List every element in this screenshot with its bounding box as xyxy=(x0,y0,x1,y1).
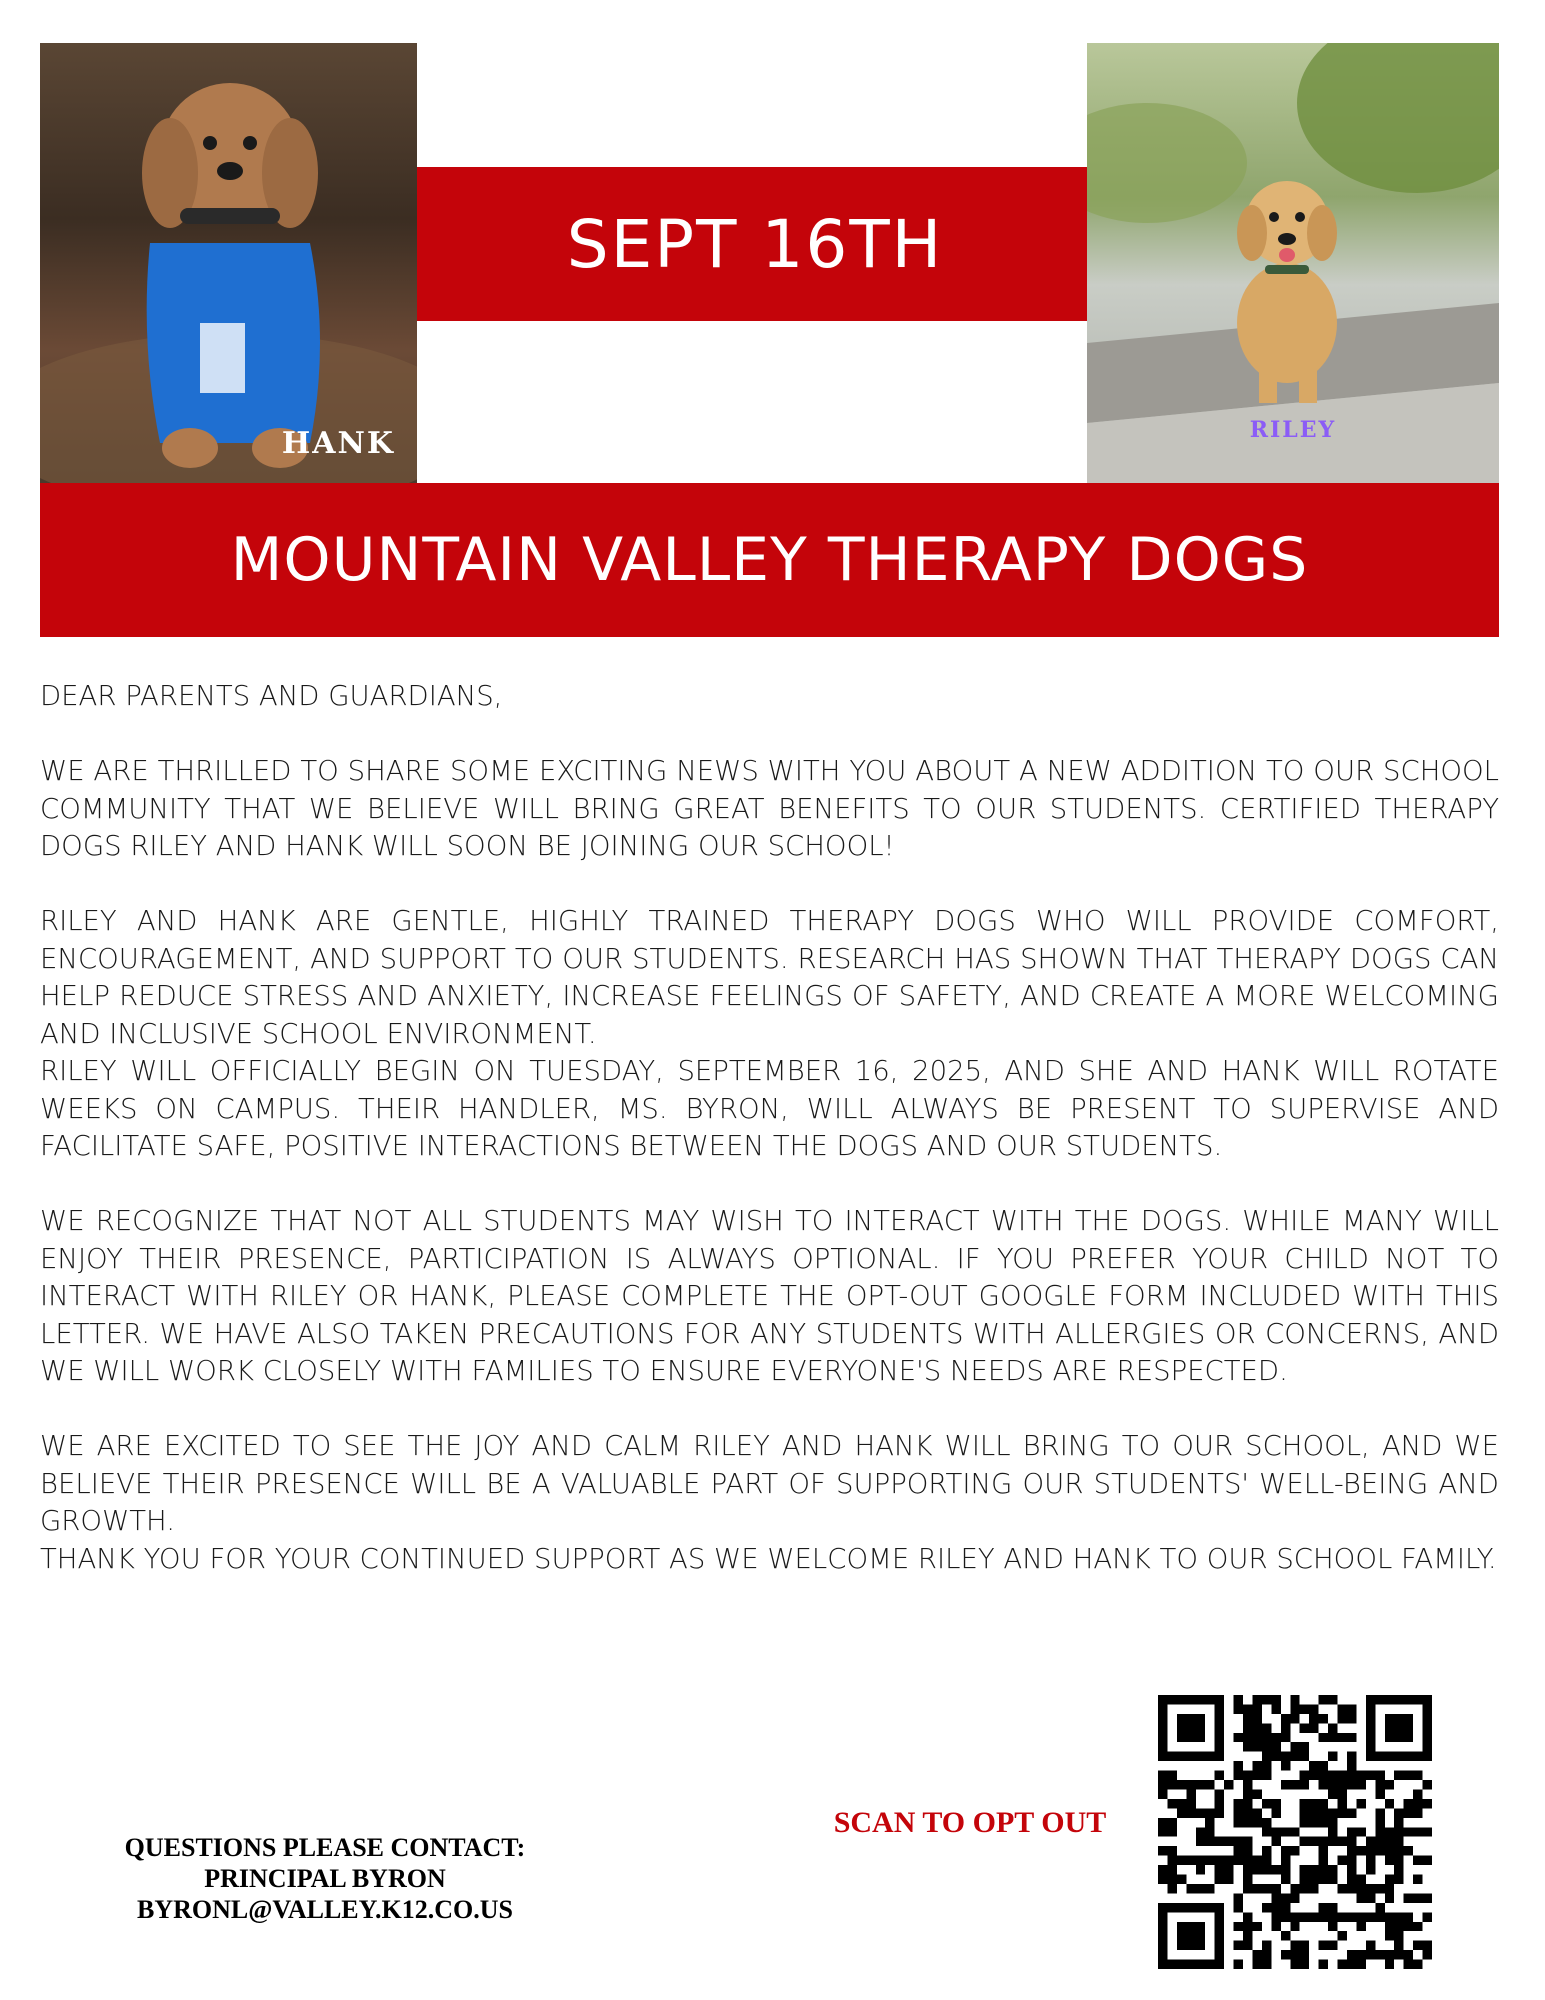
letter-paragraph-1: WE ARE THRILLED TO SHARE SOME EXCITING NEWS WITH YOU ABOUT A NEW ADDITION TO OUR SCHOOL COMMUNITY THAT WE BELIEVE WILL BRING GREAT BENEFITS TO OUR STUDENTS. CERTIFIED THERAPY DOGS RILEY AND HANK WILL SOON BE JOINING OUR SCHOOL! xyxy=(40,755,1499,862)
scan-to-opt-out-label: SCAN TO OPT OUT xyxy=(833,1806,1107,1839)
qr-finder-top-right xyxy=(1366,1695,1432,1761)
contact-email[interactable]: BYRONL@VALLEY.K12.CO.US xyxy=(137,1895,513,1924)
contact-block xyxy=(60,1832,590,1925)
event-date: SEPT 16TH xyxy=(566,205,944,283)
salutation: DEAR PARENTS AND GUARDIANS, xyxy=(40,680,503,712)
contact-heading: QUESTIONS PLEASE CONTACT: xyxy=(124,1833,526,1862)
title-banner xyxy=(40,483,1499,637)
hank-photo xyxy=(40,43,417,483)
contact-name: PRINCIPAL BYRON xyxy=(204,1864,446,1893)
letter-paragraph-4: WE RECOGNIZE THAT NOT ALL STUDENTS MAY WISH TO INTERACT WITH THE DOGS. WHILE MANY WILL ENJOY THEIR PRESENCE, PARTICIPATION IS ALWAYS OPTIONAL. IF YOU PREFER YOUR CHILD NOT TO INTERACT WITH RILEY OR HANK, PLEASE COMPLETE THE OPT-OUT GOOGLE FORM INCLUDED WITH THIS LETTER. WE HAVE ALSO TAKEN PRECAUTIONS FOR ANY STUDENTS WITH ALLERGIES OR CONCERNS, AND WE WILL WORK CLOSELY WITH FAMILIES TO ENSURE EVERYONE'S NEEDS ARE RESPECTED. xyxy=(40,1205,1499,1387)
qr-finder-top-left xyxy=(1158,1695,1224,1761)
page-title: MOUNTAIN VALLEY THERAPY DOGS xyxy=(230,525,1309,595)
letter-paragraph-3: RILEY WILL OFFICIALLY BEGIN ON TUESDAY, SEPTEMBER 16, 2025, AND SHE AND HANK WILL ROTATE WEEKS ON CAMPUS. THEIR HANDLER, MS. BYRON, WILL ALWAYS BE PRESENT TO SUPERVISE AND FACILITATE SAFE, POSITIVE INTERACTIONS BETWEEN THE DOGS AND OUR STUDENTS. xyxy=(40,1055,1499,1162)
letter-paragraph-5: WE ARE EXCITED TO SEE THE JOY AND CALM RILEY AND HANK WILL BRING TO OUR SCHOOL, AND WE BELIEVE THEIR PRESENCE WILL BE A VALUABLE PART OF SUPPORTING OUR STUDENTS' WELL-BEING AND GROWTH. xyxy=(40,1430,1499,1537)
riley-photo xyxy=(1087,43,1499,483)
date-banner xyxy=(417,167,1093,321)
qr-code-icon[interactable] xyxy=(1158,1695,1432,1969)
qr-finder-bottom-left xyxy=(1158,1903,1224,1969)
letter-body xyxy=(40,678,1499,1578)
hank-caption: HANK xyxy=(281,426,395,461)
letter-paragraph-6: THANK YOU FOR YOUR CONTINUED SUPPORT AS WE WELCOME RILEY AND HANK TO OUR SCHOOL FAMILY. xyxy=(40,1542,1497,1575)
hank-dog-illustration xyxy=(40,43,417,483)
letter-paragraph-2: RILEY AND HANK ARE GENTLE, HIGHLY TRAINED THERAPY DOGS WHO WILL PROVIDE COMFORT, ENCOURAGEMENT, AND SUPPORT TO OUR STUDENTS. RESEARCH HAS SHOWN THAT THERAPY DOGS CAN HELP REDUCE STRESS AND ANXIETY, INCREASE FEELINGS OF SAFETY, AND CREATE A MORE WELCOMING AND INCLUSIVE SCHOOL ENVIRONMENT. xyxy=(40,905,1499,1050)
riley-caption: RILEY xyxy=(1249,417,1337,443)
